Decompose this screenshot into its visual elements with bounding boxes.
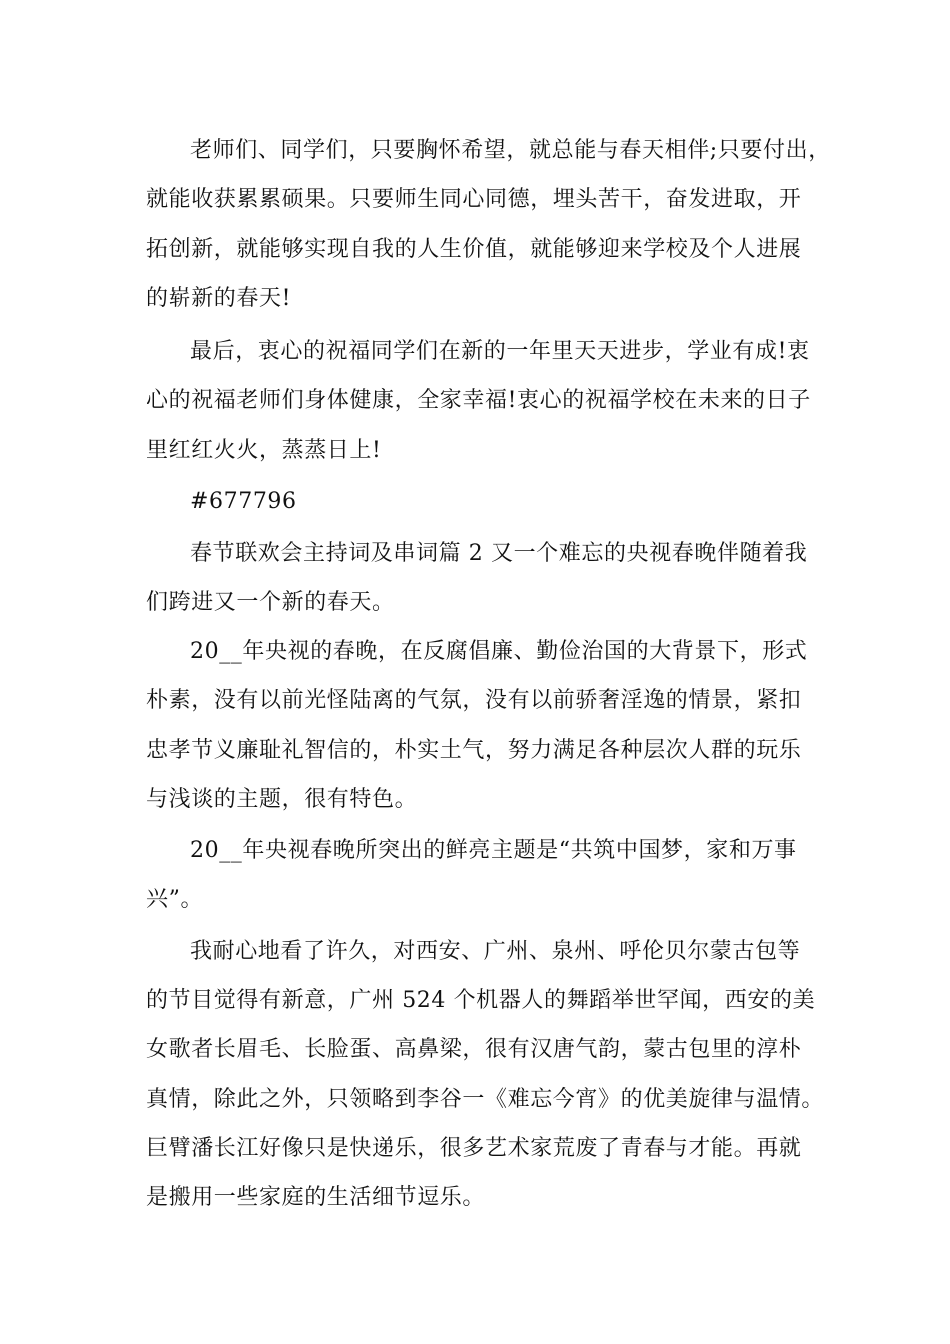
paragraph-5-line-2: 朴素，没有以前光怪陆离的气氛，没有以前骄奢淫逸的情景，紧扣 — [146, 688, 802, 713]
paragraph-7-line-5: 巨臂潘长江好像只是快递乐，很多艺术家荒废了青春与才能。再就 — [146, 1136, 802, 1161]
paragraph-7-line-3: 女歌者长眉毛、长脸蛋、高鼻梁，很有汉唐气韵，蒙古包里的淳朴 — [146, 1037, 802, 1062]
paragraph-2-line-1: 最后，衷心的祝福同学们在新的一年里天天进步，学业有成!衷 — [190, 339, 810, 364]
paragraph-6-line-1: 20__年央视春晚所突出的鲜亮主题是“共筑中国梦，家和万事 — [190, 838, 797, 863]
paragraph-5-line-4: 与浅谈的主题，很有特色。 — [146, 787, 418, 812]
paragraph-7-line-2: 的节目觉得有新意，广州 524 个机器人的舞蹈举世罕闻，西安的美 — [146, 988, 816, 1013]
paragraph-2-line-2: 心的祝福老师们身体健康，全家幸福!衷心的祝福学校在未来的日子 — [146, 388, 811, 413]
paragraph-1-line-2: 就能收获累累硕果。只要师生同心同德，埋头苦干，奋发进取，开 — [146, 187, 802, 212]
paragraph-6-line-2: 兴”。 — [146, 887, 204, 912]
paragraph-5-line-3: 忠孝节义廉耻礼智信的，朴实土气，努力满足各种层次人群的玩乐 — [146, 738, 802, 763]
paragraph-1-line-3: 拓创新，就能够实现自我的人生价值，就能够迎来学校及个人进展 — [146, 237, 802, 262]
paragraph-4-line-2: 们跨进又一个新的春天。 — [146, 590, 395, 615]
paragraph-1-line-1: 老师们、同学们，只要胸怀希望，就总能与春天相伴;只要付出， — [190, 138, 831, 163]
paragraph-2-line-3: 里红红火火，蒸蒸日上! — [146, 438, 382, 463]
paragraph-7-line-4: 真情，除此之外，只领略到李谷一《难忘今宵》的优美旋律与温情。 — [146, 1087, 825, 1112]
paragraph-7-line-1: 我耐心地看了许久，对西安、广州、泉州、呼伦贝尔蒙古包等 — [190, 939, 801, 964]
paragraph-7-line-6: 是搬用一些家庭的生活细节逗乐。 — [146, 1185, 486, 1210]
paragraph-4-line-1: 春节联欢会主持词及串词篇 2 又一个难忘的央视春晚伴随着我 — [190, 541, 808, 566]
paragraph-1-line-4: 的崭新的春天! — [146, 286, 292, 311]
reference-number: #677796 — [190, 489, 297, 514]
paragraph-5-line-1: 20__年央视的春晚，在反腐倡廉、勤俭治国的大背景下，形式 — [190, 639, 808, 664]
